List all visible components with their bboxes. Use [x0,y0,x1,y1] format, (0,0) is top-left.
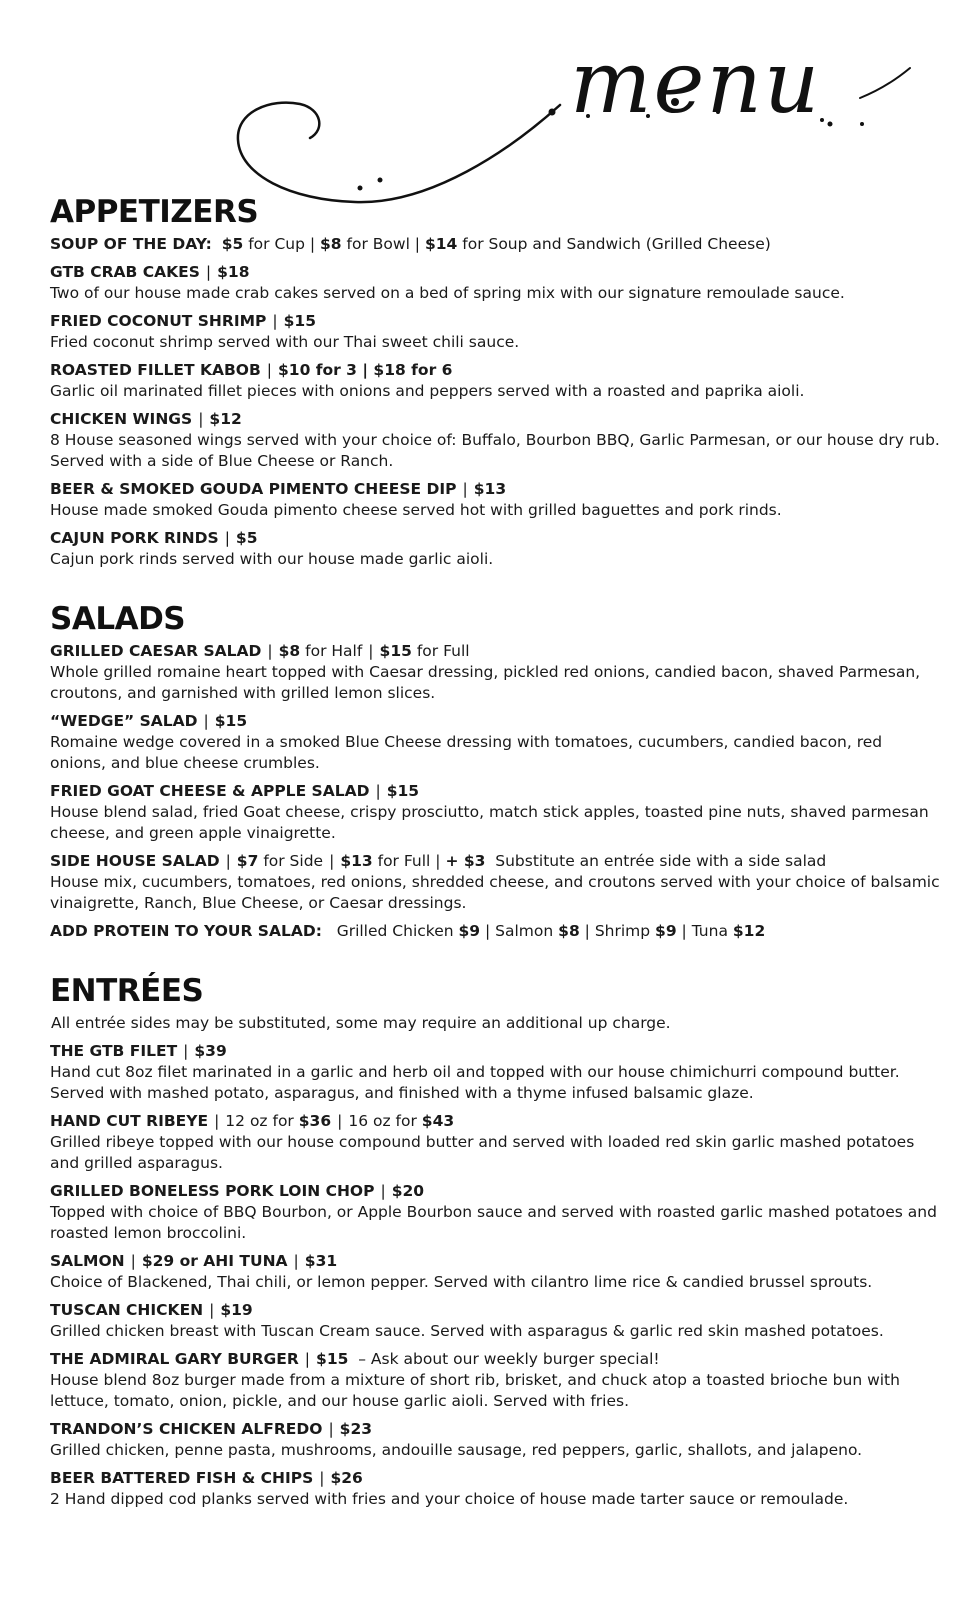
item-name: THE GTB FILET [50,1042,178,1060]
item-name: GRILLED BONELESS PORK LOIN CHOP [50,1182,375,1200]
item-header [50,780,940,802]
price-text: 12 oz for [225,1112,294,1130]
menu-item [50,780,940,844]
flourish-dot [378,178,383,183]
protein-option: Tuna [691,922,728,940]
protein-price: $9 [458,922,481,940]
item-name: HAND CUT RIBEYE [50,1112,209,1130]
item-description: Fried coconut shrimp served with our Thai sweet chili sauce. [50,333,520,351]
protein-price: $8 [558,922,580,940]
item-price: $7 [236,852,259,870]
price-text: 16 oz for [348,1112,417,1130]
item-header [50,1250,940,1272]
separator: | [272,312,278,330]
item-price: $10 for 3 | $18 for 6 [278,361,453,379]
item-price: $39 [194,1042,227,1060]
menu-item [50,1418,940,1461]
protein-option: Shrimp [594,922,651,940]
item-name: THE ADMIRAL GARY BURGER [50,1350,299,1368]
item-price: $13 [473,480,507,498]
menu-item [50,1250,940,1293]
price-text: for Half [305,642,363,660]
item-price: $15 [316,1350,349,1368]
separator: | [375,782,381,800]
menu-script-title [230,20,930,220]
separator: | [329,852,335,870]
item-price: $8 [278,642,301,660]
item-description: Romaine wedge covered in a smoked Blue Cheese dressing with tomatoes, cucumbers, candied bacon, red onions, and blue cheese crumbles. [50,733,883,772]
item-price: $15 [214,712,248,730]
flourish-dot [828,122,833,127]
soup-line: SOUP OF THE DAY: $5 for Cup | $8 for Bowl | $14 for Soup and Sandwich (Grilled Cheese) [50,235,771,253]
item-header [50,261,940,283]
item-header [50,640,940,662]
salads-heading: SALADS [50,601,186,637]
entrees-section [50,972,940,1510]
item-name: “WEDGE” SALAD [50,712,198,730]
menu-item [50,261,940,304]
item-header [50,478,940,500]
menu-item-soup [50,233,940,255]
menu-item [50,1180,940,1244]
menu-sections [50,193,940,1540]
item-name: BEER & SMOKED GOUDA PIMENTO CHEESE DIP [50,480,457,498]
separator: | [225,852,231,870]
item-price: $15 [386,782,420,800]
item-description: Grilled ribeye topped with our house compound butter and served with loaded red skin garlic mashed potatoes and grilled asparagus. [50,1133,915,1172]
separator: | [267,642,273,660]
separator: | [266,361,272,379]
item-header [50,359,940,381]
flourish-dot [549,109,556,116]
menu-item [50,310,940,353]
price-text: for Bowl [346,235,410,253]
item-name: TRANDON’S CHICKEN ALFREDO [50,1420,323,1438]
item-name: $29 or AHI TUNA [141,1252,288,1270]
separator: | [209,1301,215,1319]
item-price: $18 [217,263,250,281]
item-description: House made smoked Gouda pimento cheese served hot with grilled baguettes and pork rinds. [50,501,782,519]
protein-price: $9 [655,922,677,940]
item-header [50,710,940,732]
item-price: $13 [340,852,373,870]
item-description: Two of our house made crab cakes served on a bed of spring mix with our signature remoulade sauce. [50,284,845,302]
item-header [50,1110,940,1132]
menu-item [50,1110,940,1174]
separator: | [319,1469,325,1487]
separator: | [462,480,468,498]
item-name: ROASTED FILLET KABOB [50,361,261,379]
item-name: GTB CRAB CAKES [50,263,200,281]
item-description: Cajun pork rinds served with our house made garlic aioli. [50,550,494,568]
menu-item [50,1348,940,1412]
item-header [50,527,940,549]
item-description: Choice of Blackened, Thai chili, or lemon pepper. Served with cilantro lime rice & candied brussel sprouts. [50,1273,873,1291]
price-text: for Full [416,642,470,660]
item-price: $5 [235,529,258,547]
separator: | [380,1182,386,1200]
item-description: Garlic oil marinated fillet pieces with onions and peppers served with a roasted and paprika aioli. [50,382,805,400]
salads-section [50,600,940,942]
item-price: $14 [424,235,458,253]
separator: | [130,1252,136,1270]
menu-item [50,1299,940,1342]
flourish-dot [860,122,864,126]
menu-item [50,710,940,774]
item-price: $23 [339,1420,373,1438]
separator: | [198,410,204,428]
item-header [50,1299,940,1321]
item-header: ADD PROTEIN TO YOUR SALAD: Grilled Chicken $9 | Salmon $8 | Shrimp $9 | Tuna $12 [50,922,766,940]
item-name: FRIED COCONUT SHRIMP [50,312,267,330]
item-price: $15 [379,642,412,660]
separator: | [304,1350,311,1368]
item-description: Grilled chicken, penne pasta, mushrooms, andouille sausage, red peppers, garlic, shallots, and jalapeno. [50,1441,863,1459]
item-name: BEER BATTERED FISH & CHIPS [50,1469,314,1487]
menu-item [50,1467,940,1510]
separator: | [214,1112,220,1130]
menu-item [50,408,940,472]
item-description: Grilled chicken breast with Tuscan Cream sauce. Served with asparagus & garlic red skin mashed potatoes. [50,1322,884,1340]
protein-label: ADD PROTEIN TO YOUR SALAD: [50,922,322,940]
entrees-note: All entrée sides may be substituted, some may require an additional up charge. [51,1014,671,1032]
menu-item [50,359,940,402]
item-name: SOUP OF THE DAY: [50,235,212,253]
item-description: House blend 8oz burger made from a mixture of short rib, brisket, and chuck atop a toasted brioche bun with lettuce, tomato, onion, pickle, and our house garlic aioli. Served with fries. [50,1371,900,1410]
title-tail [860,68,910,98]
separator: | [224,529,230,547]
price-text: for Cup [248,235,305,253]
separator: | [337,1112,343,1130]
menu-item [50,478,940,521]
item-price: $8 [320,235,342,253]
item-description: Topped with choice of BBQ Bourbon, or Apple Bourbon sauce and served with roasted garlic mashed potatoes and roasted lemon broccolini. [50,1203,937,1242]
price-text: for Side [263,852,324,870]
item-description: 2 Hand dipped cod planks served with fries and your choice of house made tarter sauce or remoulade. [50,1490,849,1508]
protein-price: $12 [732,922,766,940]
menu-item [50,850,940,914]
item-header [50,310,940,332]
item-price: $43 [421,1112,455,1130]
title-flourish [238,103,560,202]
item-price: $36 [298,1112,332,1130]
item-header [50,408,940,430]
item-price: $20 [391,1182,425,1200]
item-name: TUSCAN CHICKEN [50,1301,204,1319]
item-price: + $3 [445,852,486,870]
item-name: GRILLED CAESAR SALAD [50,642,262,660]
menu-item [50,527,940,570]
separator: | [205,263,212,281]
add-protein-line [50,920,940,942]
item-description: 8 House seasoned wings served with your choice of: Buffalo, Bourbon BBQ, Garlic Parmesan, or our house dry rub. Served with a side of Blue Cheese or Ranch. [50,431,940,470]
item-name: CHICKEN WINGS [50,410,193,428]
item-name: SALMON [50,1252,125,1270]
appetizers-section [50,193,940,570]
item-price: $31 [304,1252,338,1270]
item-price: $15 [283,312,316,330]
item-header [50,1418,940,1440]
item-header [50,1348,940,1370]
menu-title-text: menu [570,33,822,133]
separator: | [203,712,209,730]
menu-item [50,640,940,704]
item-name: CAJUN PORK RINDS [50,529,219,547]
price-text: for Soup and Sandwich (Grilled Cheese) [462,235,771,253]
price-text: Substitute an entrée side with a side salad [495,852,827,870]
item-name: SIDE HOUSE SALAD [50,852,220,870]
appetizers-heading: APPETIZERS [50,194,259,230]
flourish-dot [358,186,363,191]
item-description: Whole grilled romaine heart topped with Caesar dressing, pickled red onions, candied bacon, shaved Parmesan, croutons, and garnished with grilled lemon slices. [50,663,921,702]
item-header [50,1040,940,1062]
item-price: $5 [221,235,244,253]
item-header: SIDE HOUSE SALAD | $7 for Side | $13 for Full | + $3 Substitute an entrée side with a side salad [50,852,827,870]
separator: | [368,642,374,660]
item-name: FRIED GOAT CHEESE & APPLE SALAD [50,782,370,800]
separator: | [328,1420,334,1438]
price-text: for Full [377,852,431,870]
item-description: Hand cut 8oz filet marinated in a garlic and herb oil and topped with our house chimichurri compound butter. Served with mashed potato, asparagus, and finished with a thyme infused balsamic glaze. [50,1063,900,1102]
separator: | [293,1252,299,1270]
item-description: House mix, cucumbers, tomatoes, red onions, shredded cheese, and croutons served with your choice of balsamic vinaigrette, Ranch, Blue Cheese, or Caesar dressings. [50,873,940,912]
item-price: $19 [220,1301,253,1319]
item-header [50,1180,940,1202]
menu-item [50,1040,940,1104]
item-price: $26 [330,1469,363,1487]
burger-special-note: – Ask about our weekly burger special! [358,1350,660,1368]
item-description: House blend salad, fried Goat cheese, crispy prosciutto, match stick apples, toasted pine nuts, shaved parmesan cheese, and green apple vinaigrette. [50,803,929,842]
protein-option: Grilled Chicken [336,922,454,940]
separator: | [183,1042,189,1060]
protein-option: Salmon [495,922,554,940]
item-header [50,1467,940,1489]
entrees-heading: ENTRÉES [50,973,204,1009]
item-price: $12 [209,410,242,428]
